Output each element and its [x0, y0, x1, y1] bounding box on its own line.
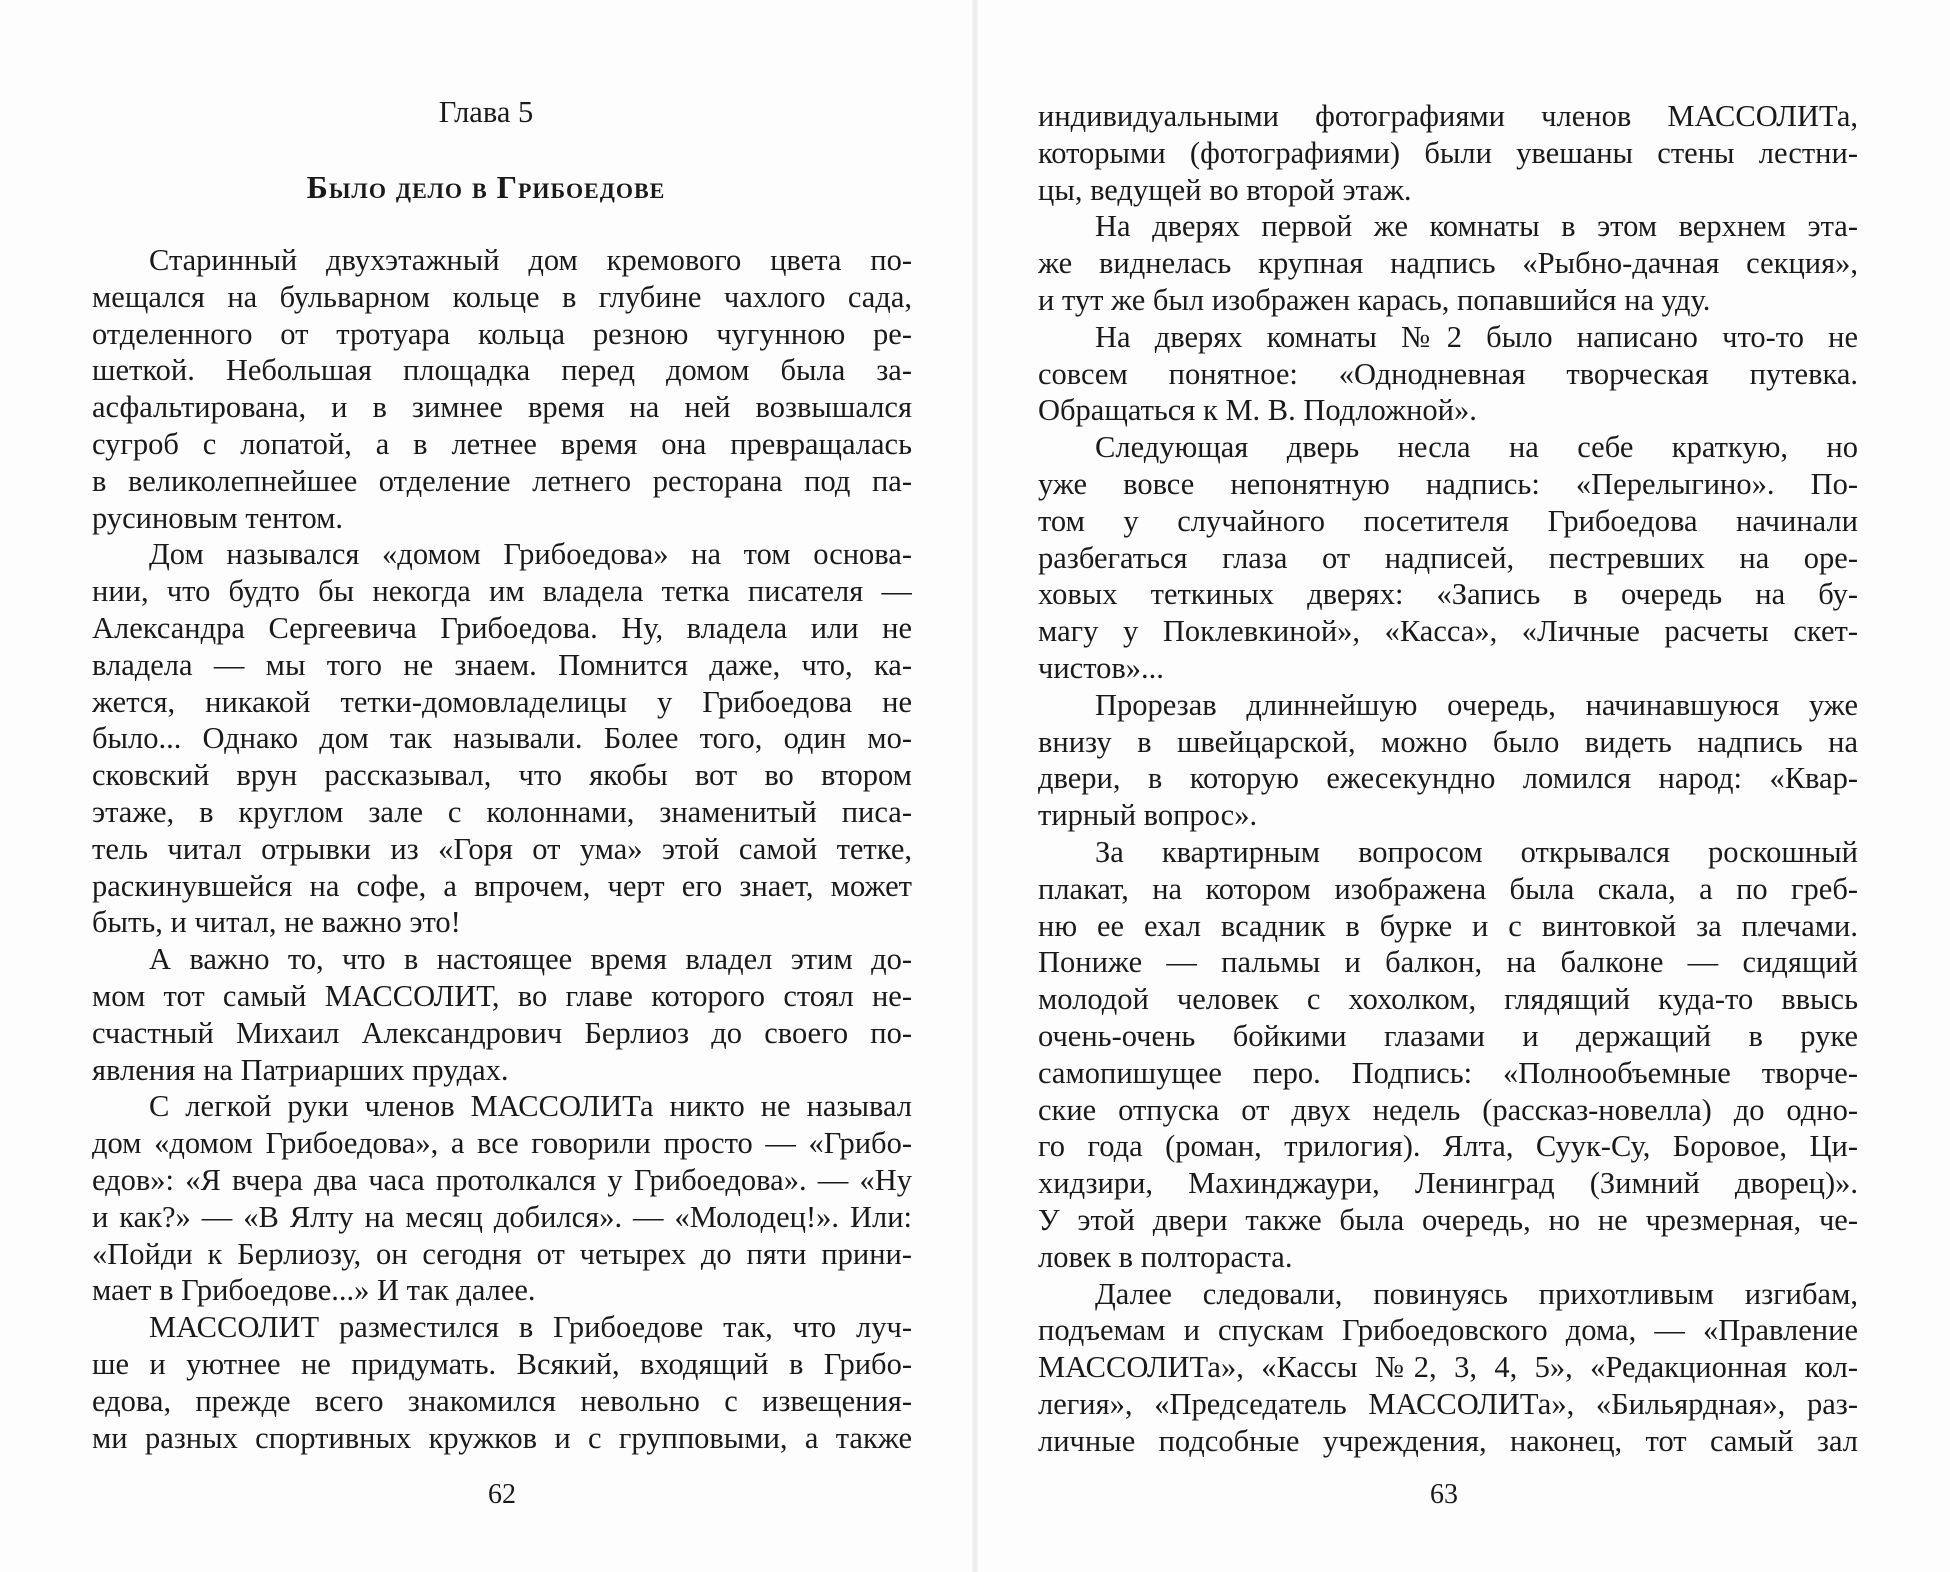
text-line: легия», «Председатель МАССОЛИТа», «Бильярдная», раз- [1038, 1386, 1858, 1421]
right-page [978, 0, 1950, 1572]
text-line: Пониже — пальмы и балкон, на балконе — сидящий [1038, 945, 1858, 980]
text-line: самопишущее перо. Подпись: «Полнообъемные творче- [1038, 1055, 1858, 1090]
text-line: владела — мы того не знаем. Помнится даже, что, ка- [92, 647, 912, 682]
text-line: хидзири, Махинджаури, Ленинград (Зимний дворец)». [1038, 1166, 1858, 1201]
text-line: За квартирным вопросом открывался роскошный [1095, 834, 1858, 869]
text-line: которыми (фотографиями) были увешаны стены лестни- [1038, 135, 1858, 170]
text-line: явления на Патриарших прудах. [92, 1052, 509, 1087]
text-line: шеткой. Небольшая площадка перед домом была за- [92, 353, 912, 388]
text-line: едова, прежде всего знакомился невольно с извещения- [92, 1383, 912, 1418]
text-line: том у случайного посетителя Грибоедова начинали [1038, 503, 1858, 538]
text-line: С легкой руки членов МАССОЛИТа никто не называл [149, 1089, 912, 1124]
chapter-label: Глава 5 [438, 95, 534, 129]
text-line: счастный Михаил Александрович Берлиоз до своего по- [92, 1015, 912, 1050]
text-line: Старинный двухэтажный дом кремового цвета по- [149, 243, 912, 277]
text-line: этаже, в круглом зале с колоннами, знаменитый писа- [92, 794, 912, 829]
text-line: ше и уютнее не придумать. Всякий, входящий в Грибо- [92, 1346, 912, 1381]
text-line: раскинувшейся на софе, а впрочем, черт его знает, может [92, 868, 912, 903]
text-line: внизу в швейцарской, можно было видеть надпись на [1038, 724, 1858, 759]
left-page [0, 0, 972, 1572]
text-line: тирный вопрос». [1038, 798, 1258, 833]
text-line: На дверях комнаты №2 было написано что-то не [1095, 319, 1858, 354]
text-line: в великолепнейшее отделение летнего ресторана под па- [92, 463, 912, 498]
text-line: МАССОЛИТ разместился в Грибоедове так, что луч- [149, 1310, 912, 1345]
text-line: Прорезав длиннейшую очередь, начинавшуюся уже [1095, 687, 1858, 722]
text-line: молодой человек с хохолком, глядящий куда-то ввысь [1038, 982, 1858, 1017]
text-line: жется, никакой тетки-домовладелицы у Грибоедова не [92, 684, 912, 719]
text-line: русиновым тентом. [92, 500, 344, 535]
text-line: и тут же был изображен карась, попавшийся на уду. [1038, 282, 1711, 317]
text-line: чистов»... [1038, 650, 1164, 685]
text-line: индивидуальными фотографиями членов МАССОЛИТа, [1038, 99, 1858, 133]
text-line: сковский врун рассказывал, что якобы вот во втором [92, 758, 912, 793]
text-line: дом «домом Грибоедова», а все говорили просто — «Грибо- [92, 1126, 912, 1161]
text-line: цы, ведущей во второй этаж. [1038, 172, 1412, 207]
text-line: очень-очень бойкими глазами и держащий в руке [1038, 1018, 1858, 1053]
page-number-right: 63 [1430, 1479, 1458, 1510]
text-line: ловек в полтораста. [1038, 1239, 1293, 1274]
text-line: А важно то, что в настоящее время владел этим до- [149, 942, 912, 977]
text-line: Обращаться к М. В. Подложной». [1038, 393, 1477, 428]
text-line: мает в Грибоедове...» И так далее. [92, 1273, 536, 1308]
text-line: быть, и читал, не важно это! [92, 905, 461, 940]
chapter-title: Было дело в Грибоедове [306, 169, 666, 205]
text-line: сугроб с лопатой, а в летнее время она превращалась [92, 426, 912, 461]
text-line: было... Однако дом так называли. Более того, один мо- [92, 721, 912, 756]
text-line: Следующая дверь несла на себе краткую, но [1095, 430, 1858, 465]
right-page-text [1038, 98, 1858, 1459]
text-line: разбегаться глаза от надписей, пестревших на оре- [1038, 540, 1858, 575]
text-line: го года (роман, трилогия). Ялта, Суук-Су, Боровое, Ци- [1038, 1129, 1858, 1164]
text-line: нии, что будто бы некогда им владела тетка писателя — [92, 574, 912, 609]
text-line: и как?» — «В Ялту на месяц добился». — «Молодец!». Или: [92, 1199, 912, 1234]
text-line: «Пойди к Берлиозу, он сегодня от четырех до пяти прини- [92, 1236, 912, 1271]
text-line: же виднелась крупная надпись «Рыбно-дачная секция», [1038, 246, 1858, 281]
text-line: МАССОЛИТа», «Кассы №2, 3, 4, 5», «Редакционная кол- [1038, 1350, 1858, 1385]
text-line: едов»: «Я вчера два часа протолкался у Грибоедова». — «Ну [92, 1162, 912, 1197]
text-line: На дверях первой же комнаты в этом верхнем эта- [1095, 209, 1858, 244]
text-line: асфальтирована, и в зимнее время на ней возвышался [92, 390, 912, 425]
text-line: отделенного от тротуара кольца резною чугунною ре- [92, 316, 912, 351]
text-line: У этой двери также была очередь, но не чрезмерная, че- [1038, 1202, 1858, 1237]
text-line: личные подсобные учреждения, наконец, тот самый зал [1038, 1423, 1858, 1458]
text-line: подъемам и спускам Грибоедовского дома, — «Правление [1038, 1313, 1858, 1348]
text-line: ню ее ехал всадник в бурке и с винтовкой за плечами. [1038, 908, 1858, 943]
text-line: двери, в которую ежесекундно ломился народ: «Квар- [1038, 761, 1858, 796]
left-page-text [92, 242, 912, 1456]
text-line: мещался на бульварном кольце в глубине чахлого сада, [92, 279, 912, 314]
text-line: совсем понятное: «Однодневная творческая путевка. [1038, 356, 1858, 391]
text-line: ми разных спортивных кружков и с групповыми, а также [92, 1420, 912, 1455]
text-line: ховых теткиных дверях: «Запись в очередь на бу- [1038, 577, 1858, 612]
text-line: тель читал отрывки из «Горя от ума» этой самой тетке, [92, 831, 912, 866]
text-line: мом тот самый МАССОЛИТ, во главе которого стоял не- [92, 978, 912, 1013]
page-number-left: 62 [488, 1479, 516, 1510]
text-line: ские отпуска от двух недель (рассказ-новелла) до одно- [1038, 1092, 1858, 1127]
text-line: уже вовсе непонятную надпись: «Перелыгино». По- [1038, 466, 1858, 501]
text-line: магу у Поклевкиной», «Касса», «Личные расчеты скет- [1038, 614, 1858, 649]
text-line: Дом назывался «домом Грибоедова» на том основа- [149, 537, 912, 572]
text-line: плакат, на котором изображена была скала, а по греб- [1038, 871, 1858, 906]
text-line: Далее следовали, повинуясь прихотливым изгибам, [1095, 1276, 1858, 1311]
text-line: Александра Сергеевича Грибоедова. Ну, владела или не [92, 610, 912, 645]
